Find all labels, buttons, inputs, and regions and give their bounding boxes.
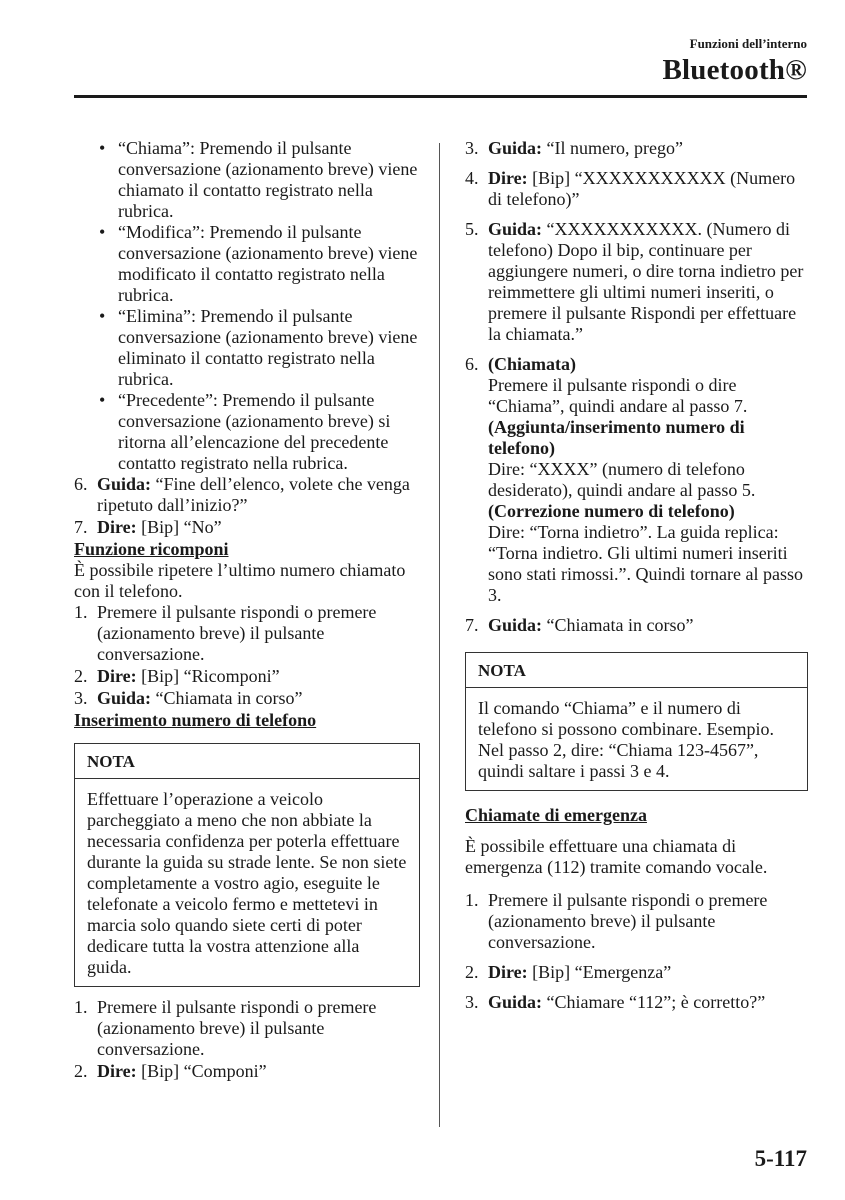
step bbox=[465, 354, 808, 606]
step-text: Premere il pulsante rispondi o premere (azionamento breve) il pulsante conversazione. bbox=[488, 890, 768, 952]
section-heading-number-entry: Inserimento numero di telefono bbox=[74, 710, 317, 730]
step-text: “Chiamare “112”; è corretto?” bbox=[542, 992, 766, 1012]
step-number: 7. bbox=[74, 517, 88, 537]
step bbox=[465, 168, 808, 210]
step-number: 3. bbox=[465, 992, 479, 1012]
step-label: Guida: bbox=[488, 992, 543, 1012]
step bbox=[465, 615, 808, 636]
option-heading-call: (Chiamata) bbox=[488, 354, 576, 374]
step-label: Guida: bbox=[97, 688, 152, 708]
step-number: 3. bbox=[465, 138, 479, 158]
section-heading-emergency: Chiamate di emergenza bbox=[465, 805, 647, 825]
step bbox=[465, 992, 808, 1013]
bullet-item: • “Precedente”: Premendo il pulsante conversazione (azionamento breve) si ritorna all’elencazione del precedente contatto registrato nella rubrica. bbox=[96, 390, 420, 474]
step-text: “Chiamata in corso” bbox=[151, 688, 303, 708]
step-text: Premere il pulsante rispondi o premere (azionamento breve) il pulsante conversazione. bbox=[97, 602, 377, 664]
step-number: 2. bbox=[465, 962, 479, 982]
note-box bbox=[465, 652, 808, 791]
note-title: NOTA bbox=[75, 744, 419, 779]
page-title: Bluetooth® bbox=[662, 54, 807, 86]
option-bullet-list bbox=[96, 138, 420, 474]
note-title: NOTA bbox=[466, 653, 807, 688]
right-column bbox=[465, 138, 808, 1022]
step bbox=[465, 890, 808, 953]
step-label: Dire: bbox=[488, 168, 528, 188]
bullet-item: • “Modifica”: Premendo il pulsante conversazione (azionamento breve) viene modificato il contatto registrato nella rubrica. bbox=[96, 222, 420, 306]
step-text: “Chiamata in corso” bbox=[542, 615, 694, 635]
step bbox=[74, 1061, 420, 1082]
step-text: “XXXXXXXXXXX. (Numero di telefono) Dopo il bip, continuare per aggiungere numeri, o dire torna indietro per reimmettere gli ultimi numeri inseriti, o premere il pulsante Rispondi per effettuare la chiamata.” bbox=[488, 219, 804, 344]
step-text: [Bip] “Componi” bbox=[136, 1061, 267, 1081]
step-number: 6. bbox=[74, 474, 88, 494]
step-text: [Bip] “Ricomponi” bbox=[136, 666, 280, 686]
step-text: Premere il pulsante rispondi o premere (azionamento breve) il pulsante conversazione. bbox=[97, 997, 377, 1059]
step-label: Guida: bbox=[488, 615, 543, 635]
step bbox=[465, 219, 808, 345]
step bbox=[465, 962, 808, 983]
option-text-call: Premere il pulsante rispondi o dire “Chiama”, quindi andare al passo 7. bbox=[488, 375, 748, 416]
step-number: 2. bbox=[74, 666, 88, 686]
bullet-item: • “Elimina”: Premendo il pulsante conversazione (azionamento breve) viene eliminato il contatto registrato nella rubrica. bbox=[96, 306, 420, 390]
step-text: [Bip] “XXXXXXXXXXX (Numero di telefono)” bbox=[488, 168, 796, 209]
step-label: Dire: bbox=[97, 1061, 137, 1081]
step-text: “Fine dell’elenco, volete che venga ripetuto dall’inizio?” bbox=[97, 474, 410, 515]
step-label: Dire: bbox=[488, 962, 528, 982]
left-column bbox=[74, 138, 420, 1083]
page-number: 5-117 bbox=[754, 1146, 807, 1171]
step bbox=[74, 688, 420, 709]
step-number: 7. bbox=[465, 615, 479, 635]
note-body: Il comando “Chiama” e il numero di telefono si possono combinare. Esempio. Nel passo 2, dire: “Chiama 123-4567”, quindi saltare i passi 3 e 4. bbox=[478, 698, 774, 781]
column-divider bbox=[439, 143, 440, 1127]
step bbox=[74, 517, 420, 538]
step-number: 3. bbox=[74, 688, 88, 708]
step bbox=[465, 138, 808, 159]
option-text-add-number: Dire: “XXXX” (numero di telefono desiderato), quindi andare al passo 5. bbox=[488, 459, 756, 500]
section-heading-redial: Funzione ricomponi bbox=[74, 539, 229, 559]
step-number: 1. bbox=[465, 890, 479, 910]
note-body: Effettuare l’operazione a veicolo parcheggiato a meno che non abbiate la necessaria confidenza per poterla effettuare durante la guida su strade lente. Se non siete completamente a vostro agio, eseguite le telefonate a veicolo fermo e mettetevi in marcia solo quando siete certi di poter dedicare tutta la vostra attenzione alla guida. bbox=[87, 789, 407, 977]
header-section: Funzioni dell’interno bbox=[689, 36, 807, 51]
redial-intro: È possibile ripetere l’ultimo numero chiamato con il telefono. bbox=[74, 560, 406, 601]
step-label: Guida: bbox=[488, 219, 543, 239]
step-label: Dire: bbox=[97, 666, 137, 686]
step-number: 6. bbox=[465, 354, 479, 374]
step bbox=[74, 666, 420, 687]
step bbox=[74, 474, 420, 516]
step-label: Guida: bbox=[97, 474, 152, 494]
header-rule bbox=[74, 95, 807, 98]
step-number: 2. bbox=[74, 1061, 88, 1081]
emergency-intro: È possibile effettuare una chiamata di emergenza (112) tramite comando vocale. bbox=[465, 836, 768, 877]
step bbox=[74, 997, 420, 1060]
step-number: 1. bbox=[74, 997, 88, 1017]
step-text: [Bip] “Emergenza” bbox=[527, 962, 672, 982]
step-number: 5. bbox=[465, 219, 479, 239]
step-label: Guida: bbox=[488, 138, 543, 158]
option-heading-add-number: (Aggiunta/inserimento numero di telefono) bbox=[488, 417, 745, 458]
note-box bbox=[74, 743, 420, 987]
step-number: 4. bbox=[465, 168, 479, 188]
step bbox=[74, 602, 420, 665]
step-text: [Bip] “No” bbox=[136, 517, 222, 537]
option-heading-correct-number: (Correzione numero di telefono) bbox=[488, 501, 735, 521]
option-text-correct-number: Dire: “Torna indietro”. La guida replica: “Torna indietro. Gli ultimi numeri inseriti sono stati rimossi.”. Quindi tornare al passo 3. bbox=[488, 522, 803, 605]
step-number: 1. bbox=[74, 602, 88, 622]
bullet-item: • “Chiama”: Premendo il pulsante conversazione (azionamento breve) viene chiamato il contatto registrato nella rubrica. bbox=[96, 138, 420, 222]
step-text: “Il numero, prego” bbox=[542, 138, 683, 158]
step-label: Dire: bbox=[97, 517, 137, 537]
